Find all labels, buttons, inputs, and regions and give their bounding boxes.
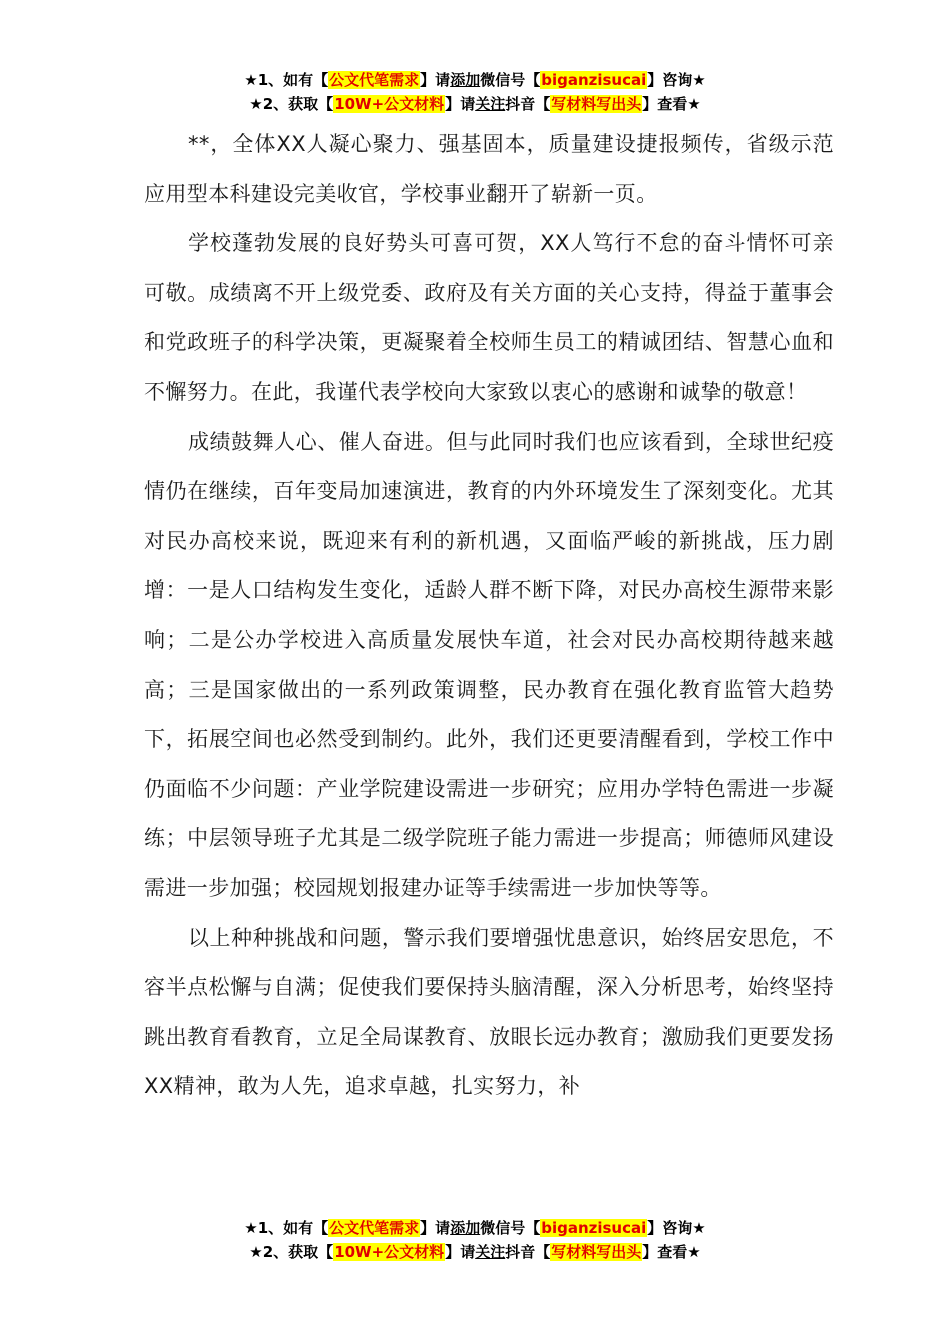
promo-highlight: 公文代笔需求	[329, 71, 420, 89]
promo-text: 】查看★	[642, 95, 701, 113]
promo-douyin-id: 写材料写出头	[551, 95, 642, 113]
promo-highlight: 10W+公文材料	[334, 1243, 445, 1261]
promo-text: 】请	[420, 71, 451, 89]
promo-text: 抖音【	[505, 1243, 551, 1261]
promo-text: 】请	[420, 1219, 451, 1237]
promo-text: 】请	[445, 95, 476, 113]
promo-text: ★1、如有【	[244, 71, 329, 89]
promo-text: 】查看★	[642, 1243, 701, 1261]
promo-text: ★2、获取【	[249, 1243, 334, 1261]
top-promo-banner	[0, 68, 950, 116]
paragraph-4: 以上种种挑战和问题，警示我们要增强忧患意识，始终居安思危，不容半点松懈与自满；促使我们要保持头脑清醒，深入分析思考，始终坚持跳出教育看教育，立足全局谋教育、放眼长远办教育；激励我们更要发扬XX精神，敢为人先，追求卓越，扎实努力，补	[144, 925, 834, 1099]
paragraph-2: 学校蓬勃发展的良好势头可喜可贺，XX人笃行不怠的奋斗情怀可亲可敬。成绩离不开上级党委、政府及有关方面的关心支持，得益于董事会和党政班子的科学决策，更凝聚着全校师生员工的精诚团结、智慧心血和不懈努力。在此，我谨代表学校向大家致以衷心的感谢和诚挚的敬意！	[144, 231, 834, 404]
promo-line-1	[0, 1216, 950, 1240]
promo-line-2	[0, 1240, 950, 1264]
promo-underlined: 关注	[475, 1243, 506, 1261]
promo-underlined: 添加	[450, 1219, 481, 1237]
promo-text: 】咨询★	[647, 1219, 706, 1237]
promo-wechat-id: biganzisucai	[541, 1219, 647, 1237]
promo-text: 】咨询★	[647, 71, 706, 89]
promo-line-1	[0, 68, 950, 92]
promo-highlight: 10W+公文材料	[334, 95, 445, 113]
promo-text: 抖音【	[505, 95, 551, 113]
promo-text: 微信号【	[480, 1219, 541, 1237]
bottom-promo-banner	[0, 1216, 950, 1264]
paragraph-3: 成绩鼓舞人心、催人奋进。但与此同时我们也应该看到，全球世纪疫情仍在继续，百年变局加速演进，教育的内外环境发生了深刻变化。尤其对民办高校来说，既迎来有利的新机遇，又面临严峻的新挑战，压力剧增：一是人口结构发生变化，适龄人群不断下降，对民办高校生源带来影响；二是公办学校进入高质量发展快车道，社会对民办高校期待越来越高；三是国家做出的一系列政策调整，民办教育在强化教育监管大趋势下，拓展空间也必然受到制约。此外，我们还更要清醒看到，学校工作中仍面临不少问题：产业学院建设需进一步研究；应用办学特色需进一步凝练；中层领导班子尤其是二级学院班子能力需进一步提高；师德师风建设需进一步加强；校园规划报建办证等手续需进一步加快等等。	[144, 429, 834, 900]
promo-underlined: 添加	[450, 71, 481, 89]
promo-line-2	[0, 92, 950, 116]
paragraph-1: **，全体XX人凝心聚力、强基固本，质量建设捷报频传，省级示范应用型本科建设完美收官，学校事业翻开了崭新一页。	[144, 132, 834, 206]
promo-text: 】请	[445, 1243, 476, 1261]
promo-text: ★2、获取【	[249, 95, 334, 113]
promo-douyin-id: 写材料写出头	[551, 1243, 642, 1261]
promo-text: ★1、如有【	[244, 1219, 329, 1237]
document-body	[144, 120, 834, 1112]
promo-underlined: 关注	[475, 95, 506, 113]
promo-text: 微信号【	[480, 71, 541, 89]
promo-wechat-id: biganzisucai	[541, 71, 647, 89]
promo-highlight: 公文代笔需求	[329, 1219, 420, 1237]
